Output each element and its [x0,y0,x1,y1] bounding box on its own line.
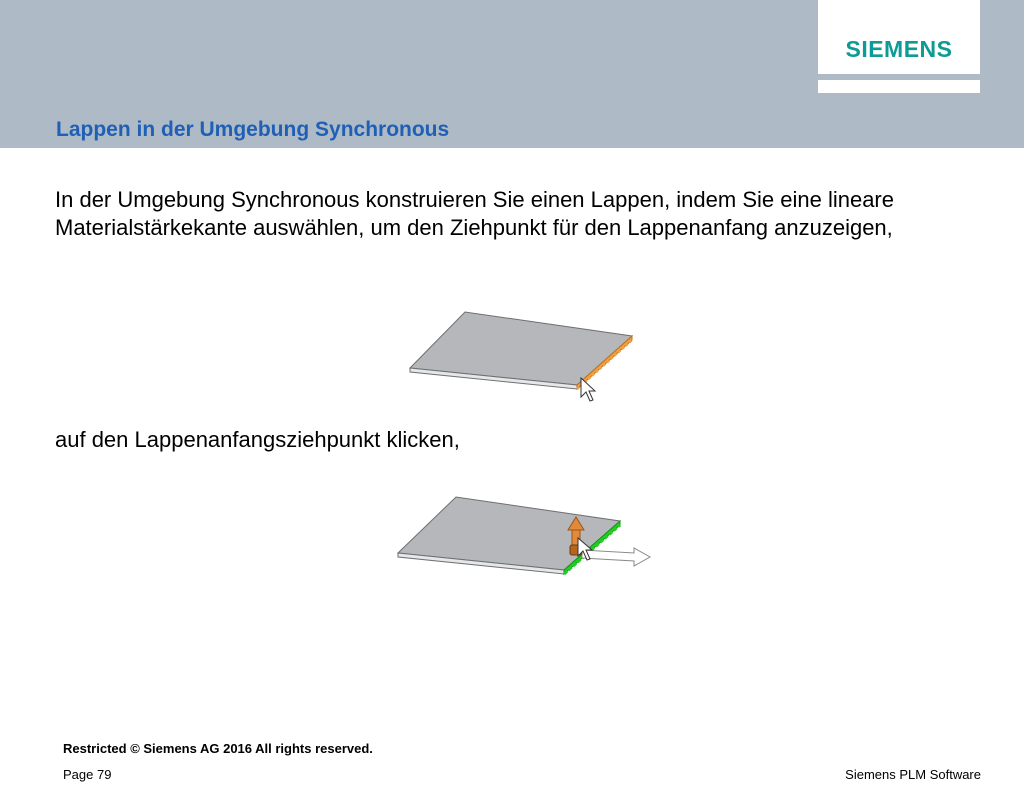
logo-strip [818,80,980,93]
paragraph-select-edge: In der Umgebung Synchronous konstruieren Sie einen Lappen, indem Sie eine lineare Materialstärkekante auswählen, um den Ziehpunkt für den Lappenanfang anzuzeigen, [55,187,894,240]
drag-arrow-icon [582,548,650,566]
footer-page-number: Page 79 [63,767,112,782]
slide-title: Lappen in der Umgebung Synchronous [56,118,450,141]
figure-select-thickness-edge [400,305,640,410]
siemens-logo: SIEMENS [845,36,953,62]
paragraph-click-handle: auf den Lappenanfangsziehpunkt klicken, [55,427,460,452]
footer-company: Siemens PLM Software [845,767,981,782]
figure-click-flange-handle [388,490,658,590]
mouse-cursor-icon [581,378,595,401]
footer-restricted-notice: Restricted © Siemens AG 2016 All rights reserved. [63,741,373,756]
logo-box [818,0,980,74]
